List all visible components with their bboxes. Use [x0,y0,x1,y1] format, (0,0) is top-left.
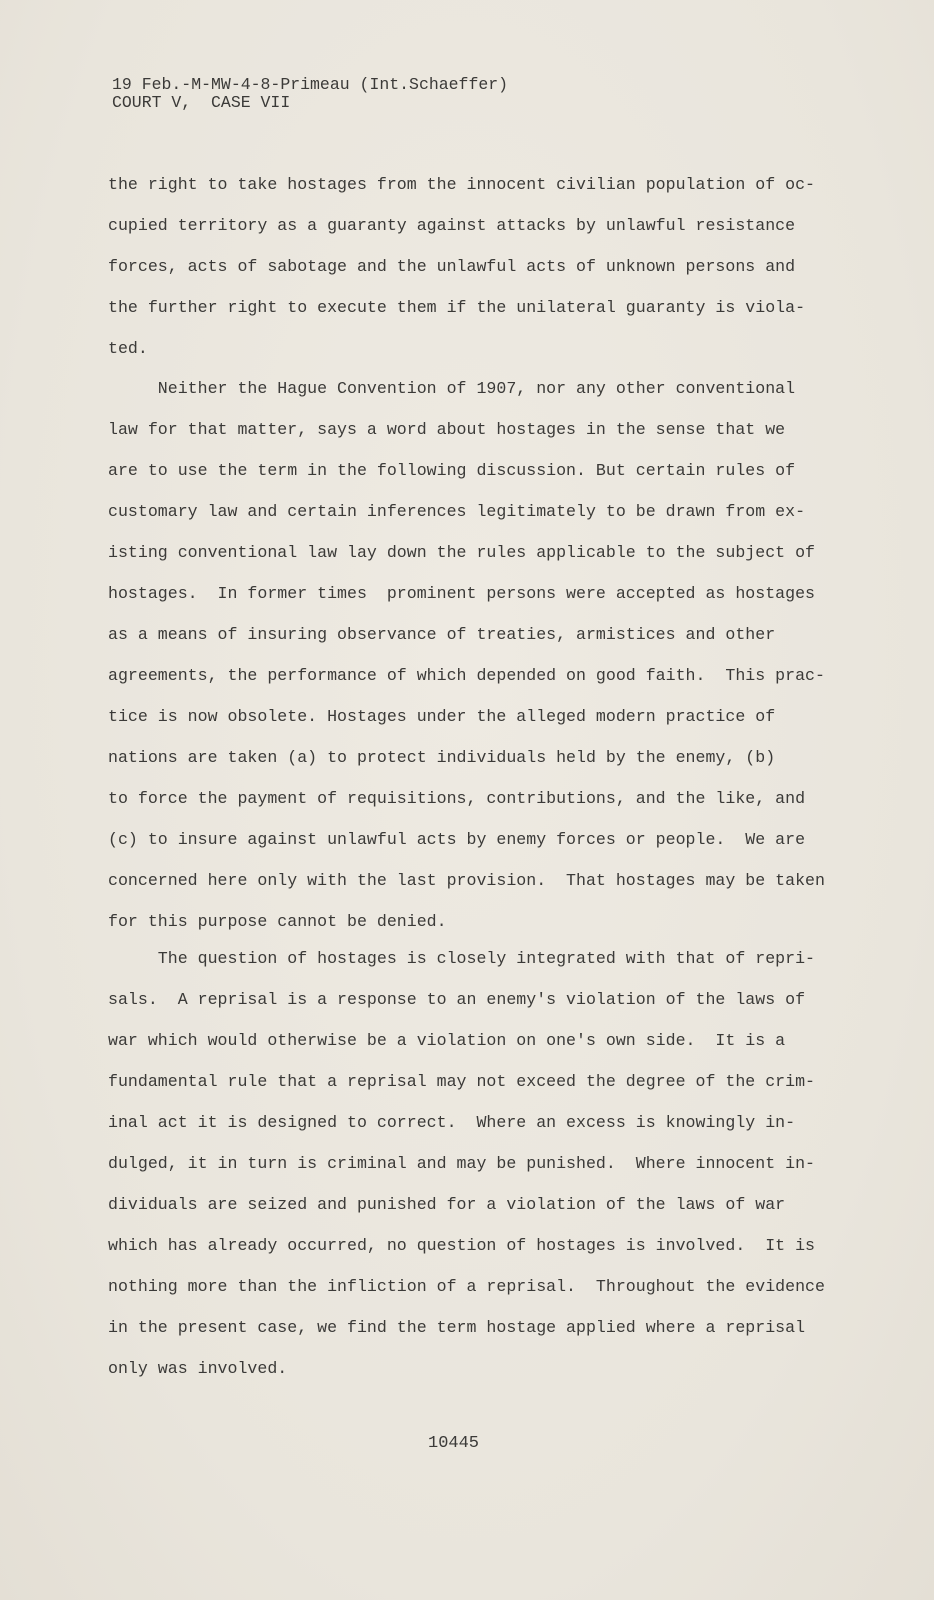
text-line: only was involved. [108,1359,288,1378]
text-line: dividuals are seized and punished for a violation of the laws of war [108,1195,786,1214]
text-line: concerned here only with the last provision. That hostages may be taken [108,871,825,890]
text-line: agreements, the performance of which depended on good faith. This prac- [108,666,825,685]
text-line: war which would otherwise be a violation on one's own side. It is a [108,1031,786,1050]
text-line: dulged, it in turn is criminal and may be punished. Where innocent in- [108,1154,816,1173]
text-line: fundamental rule that a reprisal may not exceed the degree of the crim- [108,1072,816,1091]
paragraph-1 [108,164,815,369]
text-line: nothing more than the infliction of a reprisal. Throughout the evidence [108,1277,825,1296]
text-line: to force the payment of requisitions, contributions, and the like, and [108,789,806,808]
text-line: Neither the Hague Convention of 1907, nor any other conventional [108,379,796,398]
text-line: as a means of insuring observance of treaties, armistices and other [108,625,776,644]
text-line: ted. [108,339,148,358]
text-line: nations are taken (a) to protect individuals held by the enemy, (b) [108,748,776,767]
header-line-1: 19 Feb.-M-MW-4-8-Primeau (Int.Schaeffer) [112,75,509,94]
paragraph-3 [108,938,825,1389]
text-line: sals. A reprisal is a response to an enemy's violation of the laws of [108,990,806,1009]
document-header [112,76,508,112]
text-line: inal act it is designed to correct. Where an excess is knowingly in- [108,1113,796,1132]
text-line: for this purpose cannot be denied. [108,912,447,931]
header-line-2: COURT V, CASE VII [112,93,291,112]
text-line: law for that matter, says a word about hostages in the sense that we [108,420,786,439]
text-line: The question of hostages is closely integrated with that of repri- [108,949,816,968]
text-line: the right to take hostages from the innocent civilian population of oc- [108,175,816,194]
text-line: isting conventional law lay down the rules applicable to the subject of [108,543,816,562]
text-line: hostages. In former times prominent persons were accepted as hostages [108,584,816,603]
paragraph-2 [108,368,825,942]
text-line: which has already occurred, no question of hostages is involved. It is [108,1236,816,1255]
text-line: in the present case, we find the term hostage applied where a reprisal [108,1318,806,1337]
text-line: cupied territory as a guaranty against attacks by unlawful resistance [108,216,796,235]
text-line: tice is now obsolete. Hostages under the alleged modern practice of [108,707,776,726]
text-line: the further right to execute them if the unilateral guaranty is viola- [108,298,806,317]
text-line: (c) to insure against unlawful acts by enemy forces or people. We are [108,830,806,849]
text-line: forces, acts of sabotage and the unlawful acts of unknown persons and [108,257,796,276]
page-number: 10445 [428,1434,480,1453]
text-line: are to use the term in the following discussion. But certain rules of [108,461,796,480]
text-line: customary law and certain inferences legitimately to be drawn from ex- [108,502,806,521]
